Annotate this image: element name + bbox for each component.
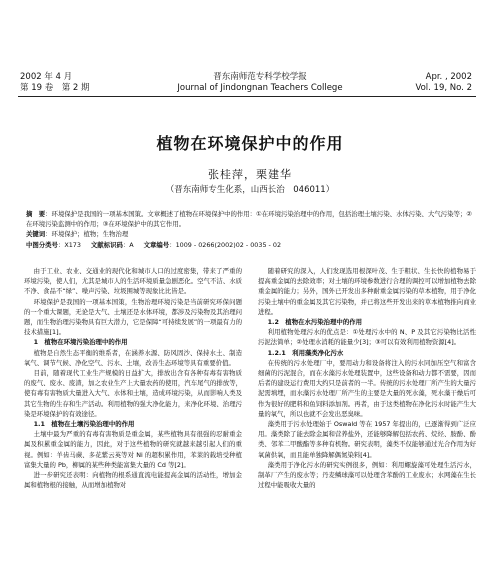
issue-date-volume: [20, 72, 90, 94]
section-heading: 1.2.1 利用藻类净化污水: [267, 348, 344, 357]
issue-date-volume-en: [415, 72, 472, 94]
clc-label: 中图分类号: [26, 241, 58, 249]
journal-name-en: Journal of Jindongnan Teachers College: [177, 83, 343, 93]
classification-line: [26, 241, 474, 251]
paragraph: 目前，随着现代工业生产规模的日益扩大，排放出含有各种有毒有害物质的废气、废水、废渣，加之农业生产上大量农药的使用，汽车尾气的排放等，使有毒有害物质大量进入大气、水体和土壤，造成环境污染，从而影响人类及其它生物的生存和生产活动。利用植物的强大净化能力，来净化环境、治理污染是环境保护的有效途径。: [24, 369, 242, 418]
issue-date-en: Apr. , 2002: [425, 72, 472, 82]
author-affiliation: （晋东南师专生化系，山西长治 046011）: [165, 185, 335, 195]
body-columns: [24, 266, 476, 562]
article-title: 植物在环境保护中的作用: [156, 134, 344, 153]
paragraph: 进一步研究还表明：向植物的根系通直流电能提高金属的活动性，增加金属和植物根的接触，从而增加植物对: [24, 471, 242, 490]
body-column-left: [24, 266, 242, 490]
journal-name: [175, 72, 345, 94]
doc-code-label: 文献标识码: [90, 241, 123, 249]
doc-code-value: ：A: [122, 241, 134, 249]
section-heading: 1.2 植物在水污染治理中的作用: [267, 318, 362, 327]
section-heading: 1.1 植物在土壤污染治理中的作用: [33, 420, 135, 429]
paragraph: 藻类用于污水处理始于 Oswald 等在 1957 年提出的，已逐渐得到广泛应用。藻类除了能去除金属和营养盐外，还能够降解包括农药、烷烃、胺酚、酚类、邻苯二甲酸酯等多种有机物。研究表明，藻类不仅能够通过光合作用为好氧菌供氧，而且能单独降解偶氮染料[4]。: [258, 420, 476, 459]
volume-issue-en: Vol. 19, No. 2: [415, 83, 472, 93]
paragraph: 利用植物处理污水的优点是：①处理污水中的 N、P 及其它污染物比活性污泥法简单；②处理水消耗的能量少[3]；③可以有效利用植物资源[4]。: [258, 328, 476, 347]
volume-issue: 第 19 卷 第 2 期: [20, 83, 90, 93]
article-no-label: 文章编号: [143, 241, 170, 249]
clc-value: ：X173: [57, 241, 81, 249]
keywords: [26, 230, 474, 240]
journal-name-cn: 晋东南师范专科学校学报: [213, 72, 307, 82]
keywords-text: ：环境保护；植物；生物治理: [45, 230, 129, 238]
paragraph: 由于工业、农业、交通业的现代化和城市人口的过度密集，带来了严重的环境污染，使人们，尤其是城市人的生活环境质量急剧恶化。空气不洁、水质不净、食品不“绿”、噪声污染、垃圾围城等现象比比皆是。: [24, 267, 242, 296]
abstract-label: 摘 要: [26, 210, 46, 218]
abstract-text: ：环境保护是我国的一项基本国策。文章概述了植物在环境保护中的作用：①在环境污染治理中的作用，包括治理土壤污染、水体污染、大气污染等；②在环境污染监测中的作用；③在环境保护中的其它作用。: [26, 210, 473, 228]
article-no-value: ：1009 - 0266(2002)02 - 0035 - 02: [169, 241, 282, 249]
paragraph: 植物是自然生态平衡的维系者，在涵养水源、防风固沙、保持水土、制造氧气、调节气候、净化空气、污水、土壤，改善生态环境等具有重要价值。: [24, 348, 242, 367]
body-column-right: [258, 266, 476, 490]
paragraph: 随着研究的深入，人们发现选用根深叶茂、生于粗状、生长快的植物易于提高重金属的去除效率；对土壤的环境参数进行合理的调控可以增加植物去除重金属的能力；另外，国外已开发出多种耐重金属污染的草本植物，用于净化污染土壤中的重金属及其它污染物，并已将这些开发出来的草本植物推向商业进程。: [258, 267, 476, 316]
paragraph: 环境保护是我国的一项基本国策，生物治理环境污染是当前研究环保问题的一个重大课题，无论是大气、土壤还是水体环境，都涉及污染物及其治理问题，而生物治理污染物具有巨大潜力，它是保障“可持续发展”的一项最有力的技术措施[1]。: [24, 297, 242, 337]
abstract: [26, 210, 474, 229]
keywords-label: 关键词: [26, 230, 46, 238]
article-authors: 张桂萍，栗建华: [208, 168, 292, 181]
section-heading: 1 植物在环境污染治理中的作用: [33, 338, 128, 347]
paragraph: 土壤中最为严重的有毒有害物质是重金属，某些植物具有很强的忍耐重金属及积累重金属的能力，因此，对于这些植物的研究就越来越引起人们的重视。例如：羊齿马蕨、多花紫云英等对 Ni 的超积累作用，苯莱的载培受种植富集大量的 Pb，柳属的某些种类能富集大量的 Cd 等[2]。: [24, 430, 242, 469]
paragraph: 在传统的污水处理厂中，要用动力和设备将注入的污水同加压空气和富含细菌的污泥混合，而在水藻污水处理装置中，这些设备和动力都不需要，因而后者的建设运行费用大约只是前者的一半。传统的污水处理厂所产生的大量污泥需填埋，而水藻污水处理厂所产生的主要是大量的死水藻，死水藻干燥后可作为很好的肥料和鱼饲料添加剂。再者，由于这类植物在净化污水时能产生大量的氧气，所以也就不会发出恶臭味。: [258, 358, 476, 418]
header-divider: [18, 96, 476, 97]
paragraph: 藻类用于净化污水的研究实例很多，例如：利用螺旋藻可处理生活污水，制革厂产生的废水等；丹麦鳞球藻可以处理含苯酚的工业废水；水网藻在生长过程中能吸收大量的: [258, 460, 476, 490]
issue-date: 2002 年 4 月: [20, 72, 73, 82]
